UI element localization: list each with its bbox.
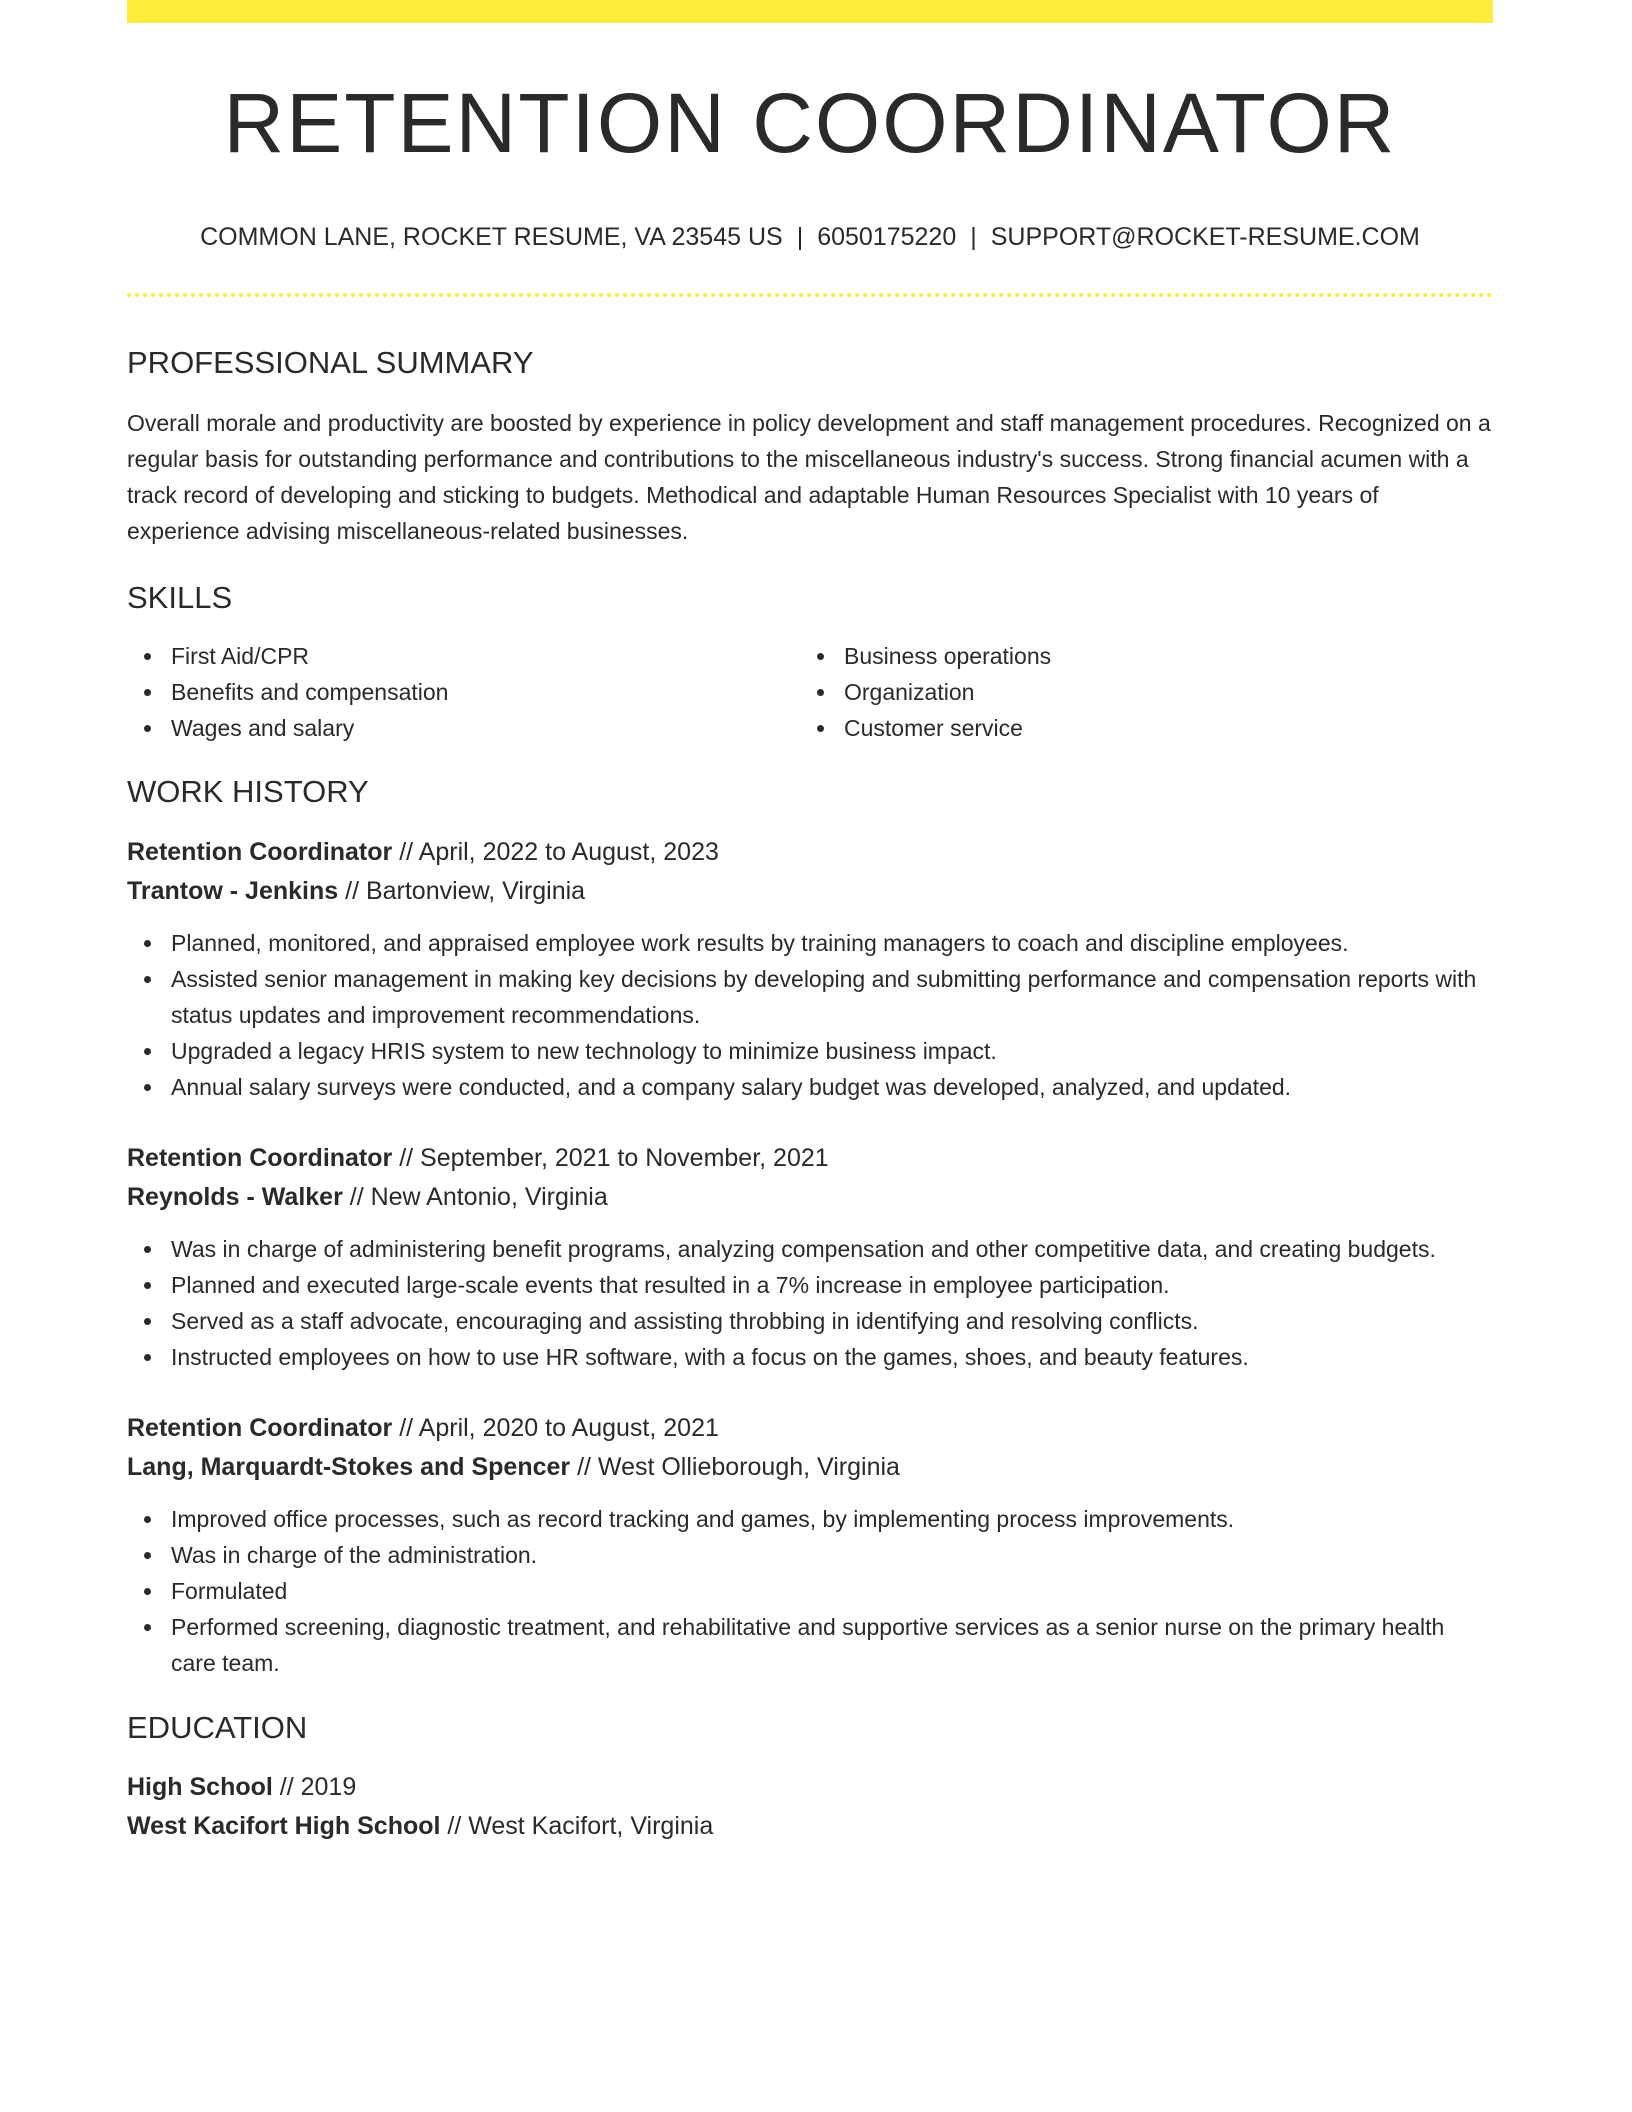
job-title-line — [127, 1139, 1493, 1178]
job-bullet: Was in charge of the administration. — [127, 1537, 1493, 1573]
school-location: // West Kacifort, Virginia — [440, 1811, 714, 1840]
phone: 6050175220 — [817, 223, 957, 251]
job-location: // Bartonview, Virginia — [338, 876, 586, 905]
job-company: Lang, Marquardt-Stokes and Spencer — [127, 1452, 571, 1481]
job-company-line — [127, 872, 1493, 911]
resume-page — [127, 0, 1493, 1846]
email-link[interactable]: SUPPORT@ROCKET-RESUME.COM — [990, 223, 1420, 251]
summary-text: Overall morale and productivity are boosted by experience in policy development and staff management procedures. Recognized on a regular basis for outstanding performance and contributions to the miscellaneous industry's success. Strong financial acumen with a track record of developing and sticking to budgets. Methodical and adaptable Human Resources Specialist with 10 years of experience advising miscellaneous-related businesses. — [127, 410, 1491, 545]
contact-separator: | — [796, 223, 804, 251]
job-bullet: Annual salary surveys were conducted, and a company salary budget was developed, analyzed, and updated. — [127, 1069, 1493, 1105]
dotted-divider — [127, 293, 1493, 297]
job-bullet: Performed screening, diagnostic treatment, and rehabilitative and supportive services as a senior nurse on the primary health care team. — [127, 1609, 1493, 1681]
degree-line — [127, 1768, 1493, 1807]
degree: High School — [127, 1772, 273, 1801]
graduation-year: // 2019 — [272, 1772, 357, 1801]
skill-item: First Aid/CPR — [127, 638, 800, 674]
job-bullet: Was in charge of administering benefit programs, analyzing compensation and other competitive data, and creating budgets. — [127, 1231, 1493, 1267]
page-title: RETENTION COORDINATOR — [223, 76, 1397, 170]
job-location: // West Ollieborough, Virginia — [570, 1452, 900, 1481]
job-bullet: Formulated — [127, 1573, 1493, 1609]
education-entry — [127, 1768, 1493, 1846]
job-bullets — [127, 1231, 1493, 1375]
job-bullet: Improved office processes, such as record tracking and games, by implementing process improvements. — [127, 1501, 1493, 1537]
job-bullets — [127, 1501, 1493, 1681]
accent-bar — [127, 0, 1493, 23]
job-dates: // April, 2022 to August, 2023 — [392, 837, 719, 866]
job-bullet: Served as a staff advocate, encouraging and assisting throbbing in identifying and resolving conflicts. — [127, 1303, 1493, 1339]
job-title-line — [127, 1409, 1493, 1448]
contact-separator: | — [970, 223, 977, 251]
job-bullet: Planned, monitored, and appraised employee work results by training managers to coach and discipline employees. — [127, 925, 1493, 961]
skill-item: Customer service — [800, 710, 1473, 746]
skill-item: Benefits and compensation — [127, 674, 800, 710]
skill-item: Business operations — [800, 638, 1473, 674]
education-heading: EDUCATION — [127, 1709, 308, 1745]
skills-column-left — [127, 638, 800, 746]
job-bullets — [127, 925, 1493, 1105]
contact-line — [127, 222, 1493, 252]
address: COMMON LANE, ROCKET RESUME, VA 23545 US — [200, 223, 783, 251]
skills-heading: SKILLS — [127, 580, 233, 616]
job-title: Retention Coordinator — [127, 1413, 393, 1442]
job-company-line — [127, 1448, 1493, 1487]
skill-item: Wages and salary — [127, 710, 800, 746]
job-bullet: Assisted senior management in making key decisions by developing and submitting performance and compensation reports with status updates and improvement recommendations. — [127, 961, 1493, 1033]
school-name: West Kacifort High School — [127, 1811, 441, 1840]
job-dates: // April, 2020 to August, 2021 — [392, 1413, 719, 1442]
job-bullet: Instructed employees on how to use HR software, with a focus on the games, shoes, and beauty features. — [127, 1339, 1493, 1375]
job-bullet: Planned and executed large-scale events that resulted in a 7% increase in employee participation. — [127, 1267, 1493, 1303]
school-line — [127, 1807, 1493, 1846]
job-company: Reynolds - Walker — [127, 1182, 343, 1211]
skills-column-right — [800, 638, 1473, 746]
job-bullet: Upgraded a legacy HRIS system to new technology to minimize business impact. — [127, 1033, 1493, 1069]
job-entry — [127, 833, 1493, 1105]
job-entry — [127, 1139, 1493, 1375]
job-company-line — [127, 1178, 1493, 1217]
work-history-heading: WORK HISTORY — [127, 774, 369, 810]
skill-item: Organization — [800, 674, 1473, 710]
job-location: // New Antonio, Virginia — [342, 1182, 608, 1211]
job-title: Retention Coordinator — [127, 1143, 393, 1172]
summary-heading: PROFESSIONAL SUMMARY — [127, 345, 534, 380]
skills-list — [127, 638, 1493, 746]
job-company: Trantow - Jenkins — [127, 876, 339, 905]
job-entry — [127, 1409, 1493, 1681]
job-title-line — [127, 833, 1493, 872]
job-dates: // September, 2021 to November, 2021 — [392, 1143, 829, 1172]
job-title: Retention Coordinator — [127, 837, 393, 866]
